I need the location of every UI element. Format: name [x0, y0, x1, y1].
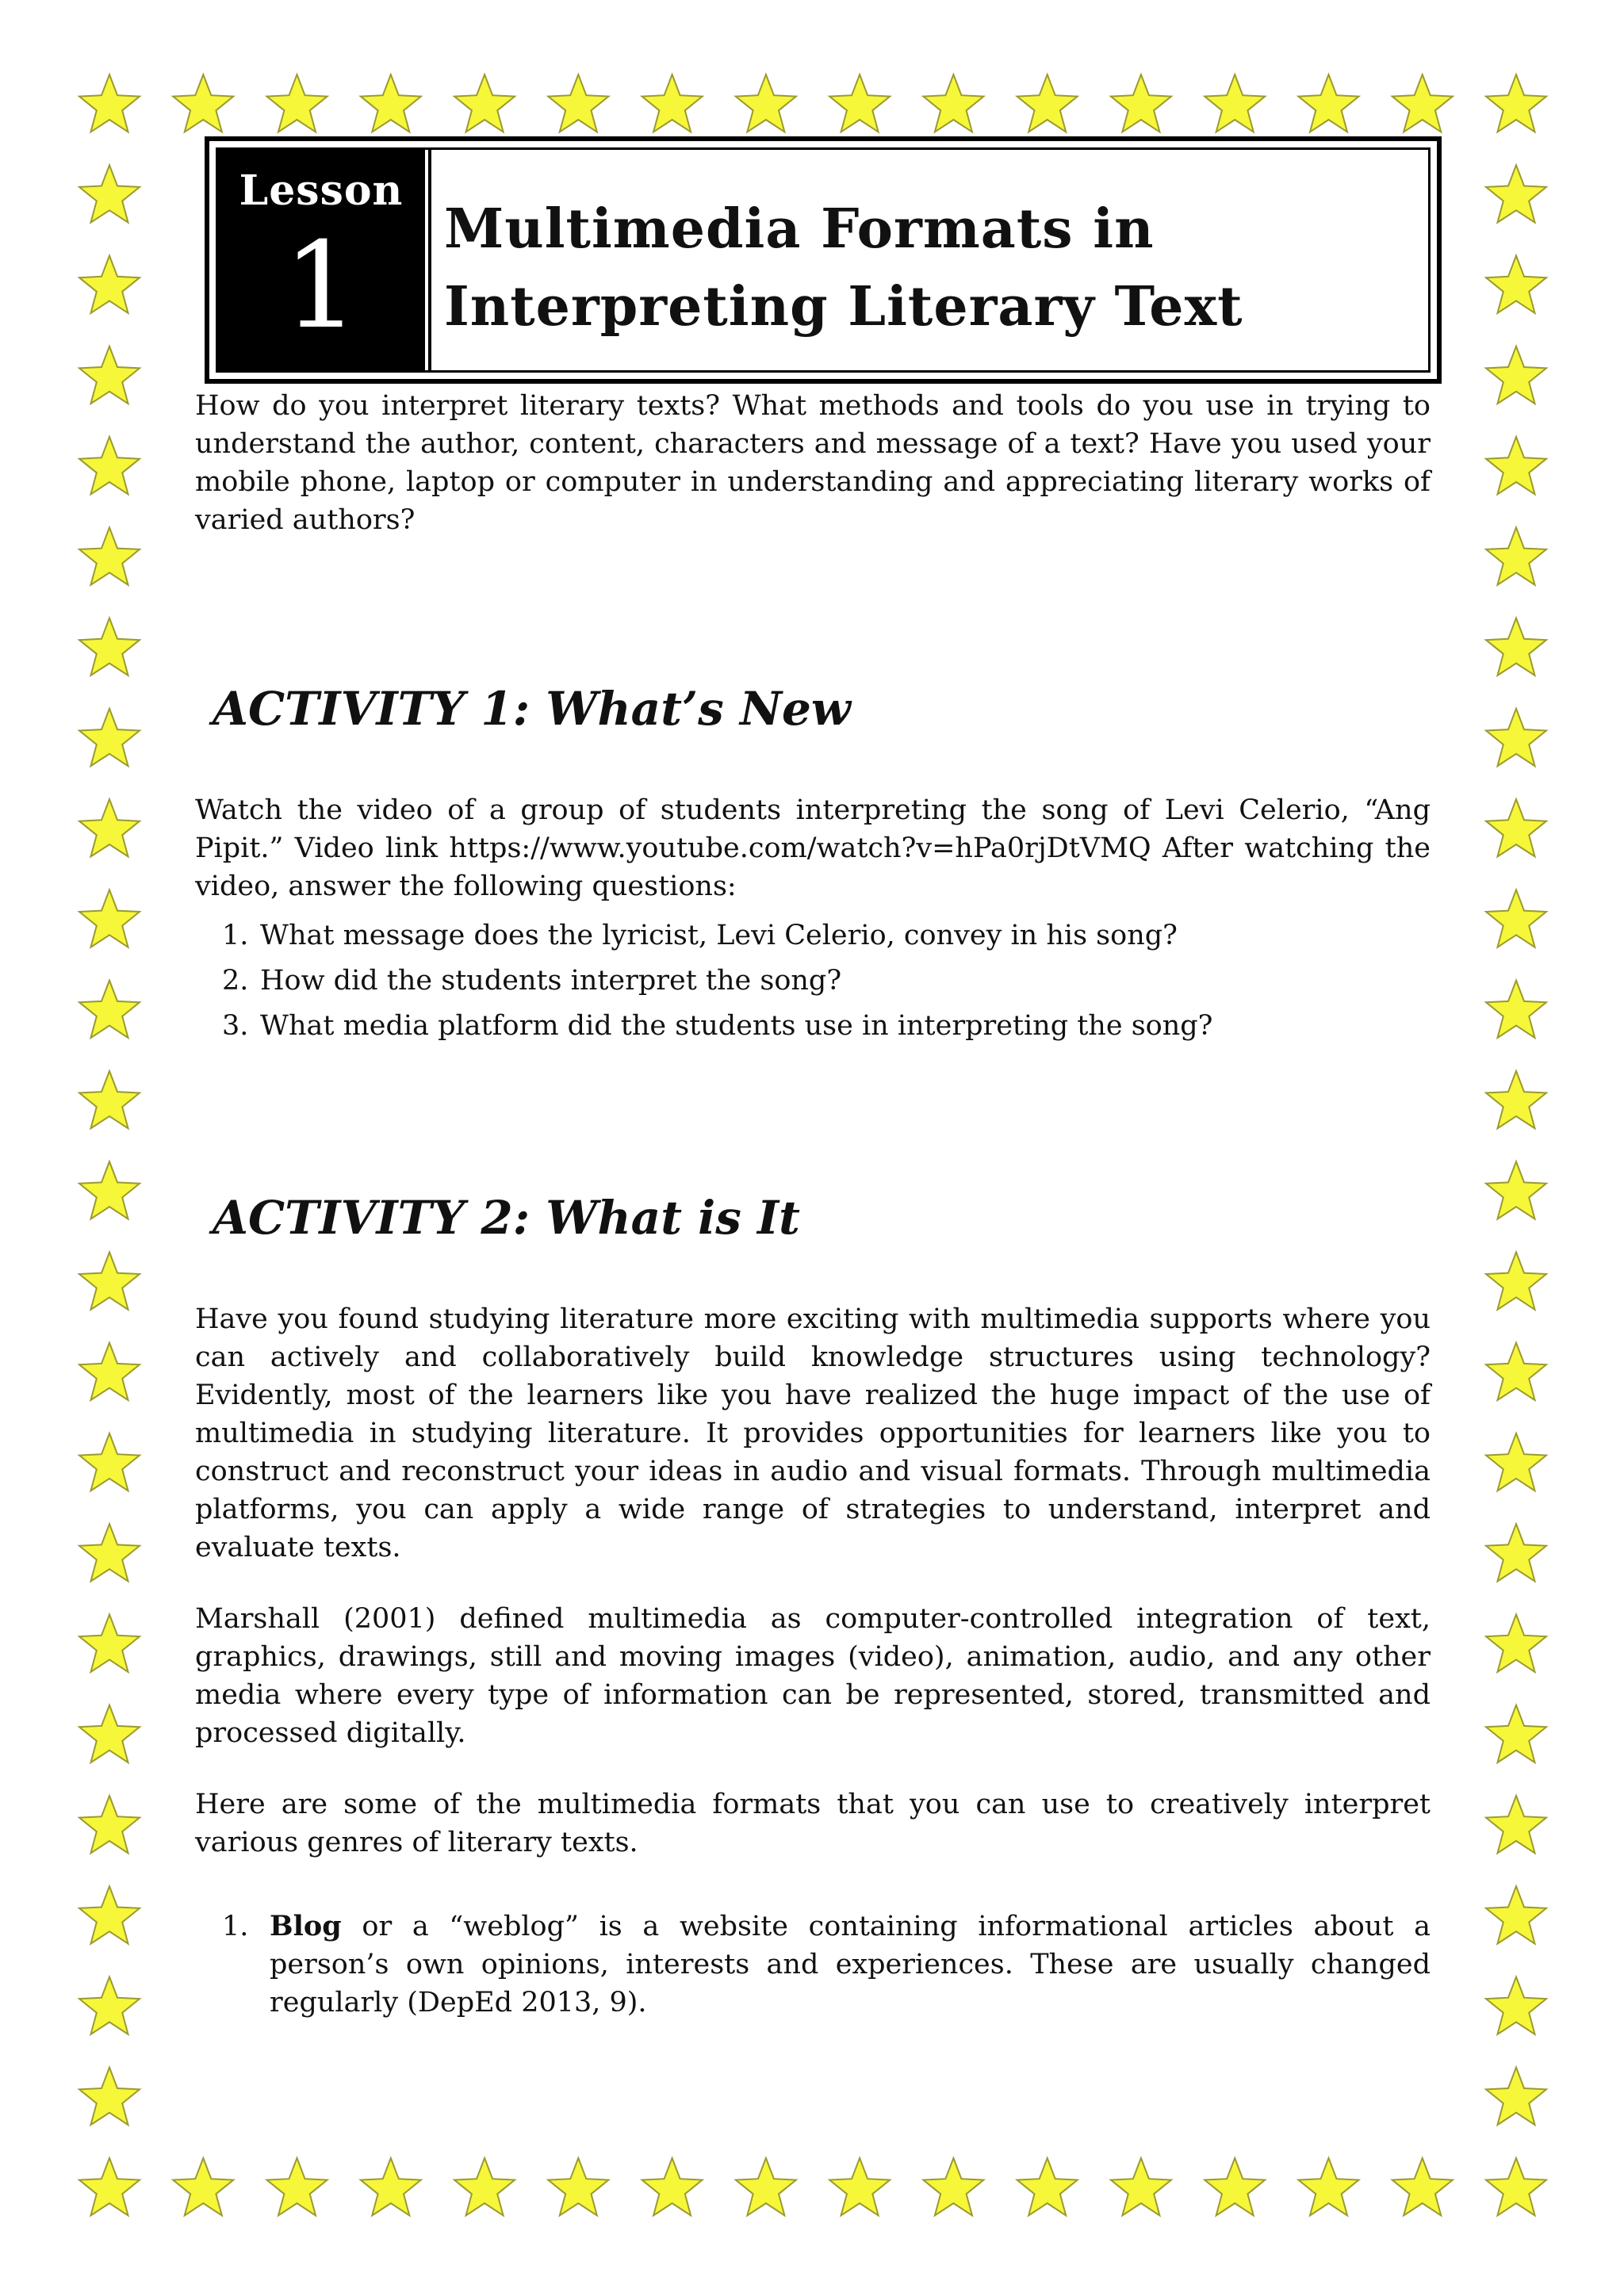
star-icon — [79, 709, 140, 766]
format-description: or a “weblog” is a website containing informational articles about a person’s own opinions, interests and experiences. These are usually changed regularly (DepEd 2013, 9). — [270, 1911, 1431, 2019]
star-icon — [79, 1161, 140, 1219]
star-icon — [173, 2158, 233, 2215]
activity2-paragraph: Have you found studying literature more exciting with multimedia supports where you can actively and collaboratively build knowledge structures using technology? Evidently, most of the learners like you have realized the huge impact of the use of multimedia in studying literature. It provides opportunities for learners like you to construct and reconstruct your ideas in audio and visual formats. Through multimedia platforms, you can apply a wide range of strategies to understand, interpret and evaluate texts. — [195, 1303, 1431, 1563]
star-icon — [1486, 256, 1546, 313]
star-icon — [361, 75, 421, 132]
activity1-questions — [195, 913, 1431, 1049]
star-icon — [736, 2158, 796, 2215]
star-icon — [79, 1252, 140, 1309]
star-icon — [454, 75, 515, 132]
star-icon — [1486, 1796, 1546, 1853]
star-icon — [1486, 2068, 1546, 2125]
star-icon — [548, 75, 608, 132]
star-icon — [1486, 346, 1546, 404]
format-term: Blog — [270, 1910, 342, 1942]
star-icon — [1205, 2158, 1265, 2215]
star-icon — [79, 981, 140, 1038]
star-icon — [79, 1524, 140, 1581]
formats-list — [195, 1908, 1431, 2022]
star-icon — [361, 2158, 421, 2215]
star-icon — [267, 75, 327, 132]
star-icon — [1486, 165, 1546, 222]
lesson-title-line-2: Interpreting Literary Text — [444, 275, 1243, 339]
star-icon — [1486, 1161, 1546, 1219]
star-icon — [267, 2158, 327, 2215]
star-icon — [1486, 1252, 1546, 1309]
star-icon — [1486, 890, 1546, 947]
star-icon — [1486, 618, 1546, 675]
star-icon — [79, 1705, 140, 1762]
lesson-title — [444, 190, 1429, 346]
star-icon — [1486, 1343, 1546, 1400]
star-icon — [1486, 527, 1546, 584]
star-icon — [1111, 2158, 1171, 2215]
star-icon — [79, 618, 140, 675]
lesson-number: 1 — [283, 217, 359, 355]
star-icon — [642, 75, 703, 132]
star-icon — [79, 75, 140, 132]
star-icon — [736, 75, 796, 132]
star-icon — [1486, 1614, 1546, 1671]
star-icon — [1486, 1071, 1546, 1128]
star-icon — [79, 2158, 140, 2215]
intro-section — [195, 387, 1431, 539]
star-icon — [79, 256, 140, 313]
star-icon — [79, 1433, 140, 1490]
star-icon — [79, 346, 140, 404]
star-icon — [923, 75, 983, 132]
star-icon — [829, 75, 890, 132]
star-icon — [79, 1886, 140, 1943]
star-icon — [1486, 1886, 1546, 1943]
lesson-number-panel — [217, 149, 425, 371]
activity1-instructions: Watch the video of a group of students interpreting the song of Levi Celerio, “Ang Pipit.” Video link https://www.youtube.com/watch?v=hPa0rjDtVMQ After watching the video, answer the following questions: — [195, 794, 1431, 902]
star-icon — [1205, 75, 1265, 132]
star-icon — [1486, 799, 1546, 856]
star-icon — [79, 2068, 140, 2125]
activity2-paragraph-1-wrap — [195, 1300, 1431, 1567]
star-icon — [1486, 709, 1546, 766]
star-icon — [79, 890, 140, 947]
star-icon — [1486, 1705, 1546, 1762]
question-item: 2. How did the students interpret the song? — [222, 965, 842, 997]
star-icon — [454, 2158, 515, 2215]
lesson-title-line-1: Multimedia Formats in — [444, 197, 1155, 261]
star-icon — [79, 437, 140, 494]
activity2-paragraph: Marshall (2001) defined multimedia as computer-controlled integration of text, graphics, drawings, still and moving images (video), animation, audio, and any other media where every type of information can be represented, stored, transmitted and processed digitally. — [195, 1603, 1431, 1749]
star-icon — [79, 527, 140, 584]
activity2-heading: ACTIVITY 2: What is It — [213, 1191, 800, 1245]
star-icon — [1298, 75, 1358, 132]
star-icon — [79, 1614, 140, 1671]
star-icon — [923, 2158, 983, 2215]
star-icon — [1392, 2158, 1453, 2215]
star-icon — [79, 1071, 140, 1128]
question-item: 1. What message does the lyricist, Levi Celerio, convey in his song? — [222, 920, 1178, 951]
star-icon — [548, 2158, 608, 2215]
activity2-paragraph-2-wrap — [195, 1600, 1431, 1752]
star-icon — [79, 799, 140, 856]
question-item: 3. What media platform did the students use in interpreting the song? — [222, 1010, 1213, 1042]
star-icon — [1017, 75, 1078, 132]
star-icon — [1486, 1433, 1546, 1490]
star-icon — [1486, 1977, 1546, 2034]
activity1-heading: ACTIVITY 1: What’s New — [213, 682, 851, 736]
star-icon — [1298, 2158, 1358, 2215]
activity2-paragraph-3-wrap — [195, 1785, 1431, 1862]
lesson-label: Lesson — [239, 166, 404, 215]
lesson-title-box — [205, 136, 1442, 384]
star-icon — [79, 1796, 140, 1853]
star-icon — [79, 1977, 140, 2034]
activity2-paragraph: Here are some of the multimedia formats that you can use to creatively interpret various genres of literary texts. — [195, 1789, 1431, 1858]
star-icon — [1486, 437, 1546, 494]
intro-paragraph: How do you interpret literary texts? What methods and tools do you use in trying to understand the author, content, characters and message of a text? Have you used your mobile phone, laptop or computer in understanding and appreciating literary works of varied authors? — [195, 390, 1431, 536]
star-icon — [1486, 2158, 1546, 2215]
star-icon — [1486, 75, 1546, 132]
activity1-section — [195, 791, 1431, 1049]
star-icon — [829, 2158, 890, 2215]
star-icon — [1017, 2158, 1078, 2215]
list-item: 1. Blog or a “weblog” is a website containing informational articles about a person’s own opinions, interests and experiences. These are usually changed regularly (DepEd 2013, 9). — [222, 1910, 1431, 2019]
star-icon — [173, 75, 233, 132]
star-icon — [642, 2158, 703, 2215]
star-icon — [1392, 75, 1453, 132]
star-icon — [79, 1343, 140, 1400]
star-icon — [1111, 75, 1171, 132]
star-icon — [1486, 1524, 1546, 1581]
star-icon — [1486, 981, 1546, 1038]
star-icon — [79, 165, 140, 222]
